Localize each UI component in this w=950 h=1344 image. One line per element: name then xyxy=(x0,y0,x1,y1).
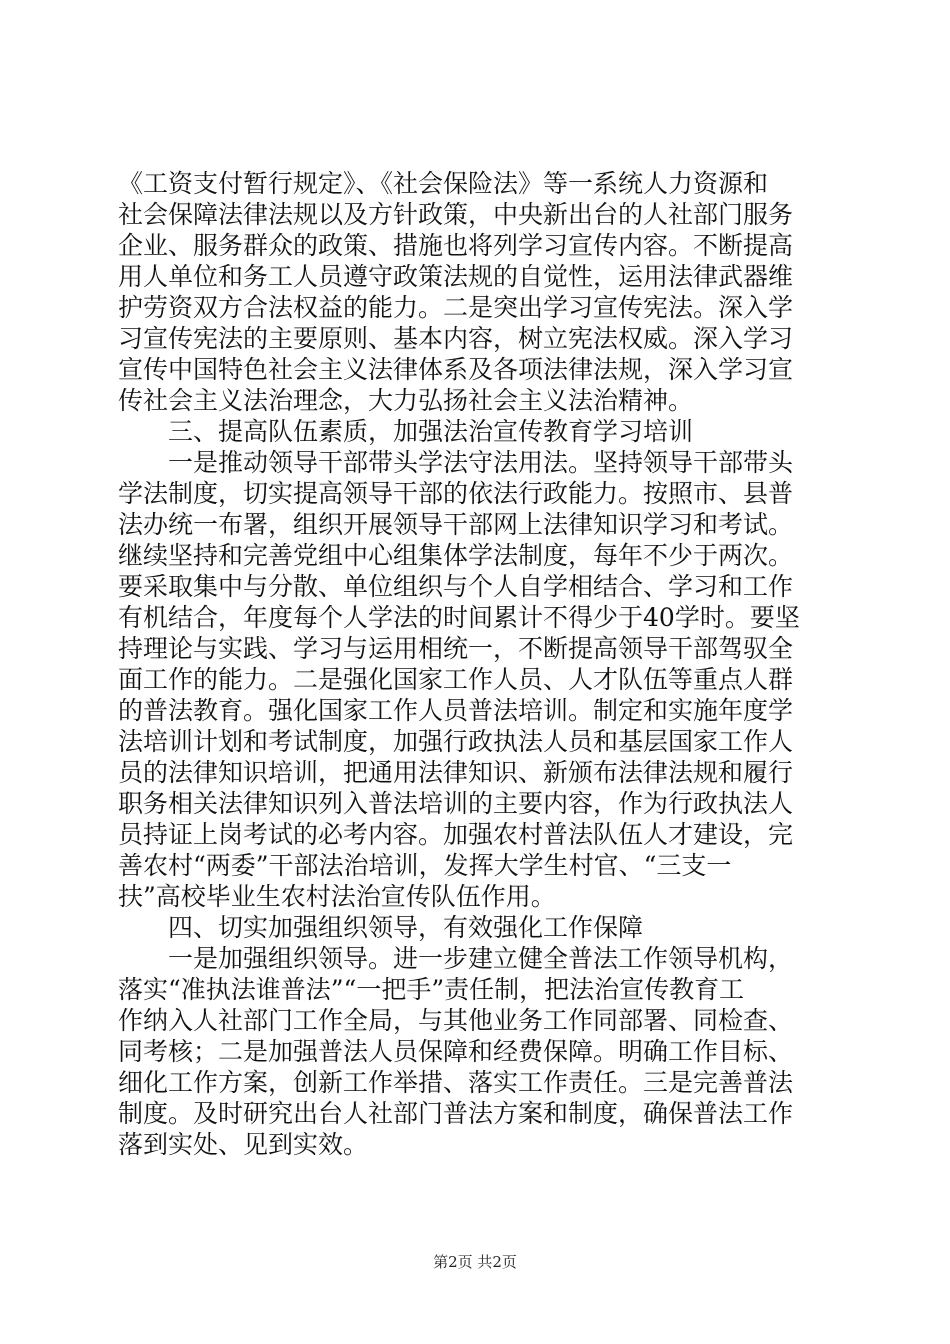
text-line: 面工作的能力。二是强化国家工作人员、人才队伍等重点人群 xyxy=(118,665,794,694)
text-line: 企业、服务群众的政策、措施也将列学习宣传内容。不断提高 xyxy=(118,231,794,260)
text-line: 员持证上岗考试的必考内容。加强农村普法队伍人才建设，完 xyxy=(118,820,794,849)
text-line: 持理论与实践、学习与运用相统一，不断提高领导干部驾驭全 xyxy=(118,634,794,663)
text-line: 善农村“两委”干部法治培训，发挥大学生村官、“三支一 xyxy=(118,851,732,880)
text-line: 四、切实加强组织领导，有效强化工作保障 xyxy=(118,913,644,942)
text-line: 的普法教育。强化国家工作人员普法培训。制定和实施年度学 xyxy=(118,696,794,725)
text-line: 法办统一布署，组织开展领导干部网上法律知识学习和考试。 xyxy=(118,510,794,539)
text-line: 三、提高队伍素质，加强法治宣传教育学习培训 xyxy=(118,417,694,446)
text-line: 习宣传宪法的主要原则、基本内容，树立宪法权威。深入学习 xyxy=(118,324,794,353)
text-line: 员的法律知识培训，把通用法律知识、新颁布法律法规和履行 xyxy=(118,758,794,787)
text-line: 一是加强组织领导。进一步建立健全普法工作领导机构， xyxy=(118,944,794,973)
text-line: 职务相关法律知识列入普法培训的主要内容，作为行政执法人 xyxy=(118,789,794,818)
text-line: 继续坚持和完善党组中心组集体学法制度，每年不少于两次。 xyxy=(118,541,794,570)
text-line: 要采取集中与分散、单位组织与个人自学相结合、学习和工作 xyxy=(118,572,794,601)
page-footer: 第2页 共2页 xyxy=(433,1253,517,1271)
text-line: 护劳资双方合法权益的能力。二是突出学习宣传宪法。深入学 xyxy=(118,293,794,322)
text-line: 有机结合，年度每个人学法的时间累计不得少于40学时。要坚 xyxy=(118,603,800,632)
text-line: 《工资支付暂行规定》、《社会保险法》等一系统人力资源和 xyxy=(118,169,769,198)
text-line: 落实“准执法谁普法”“一把手”责任制，把法治宣传教育工 xyxy=(118,975,745,1004)
text-line: 学法制度，切实提高领导干部的依法行政能力。按照市、县普 xyxy=(118,479,794,508)
text-line: 落到实处、见到实效。 xyxy=(118,1130,369,1159)
text-line: 传社会主义法治理念，大力弘扬社会主义法治精神。 xyxy=(118,386,694,415)
document-body xyxy=(118,168,834,1160)
text-line: 制度。及时研究出台人社部门普法方案和制度，确保普法工作 xyxy=(118,1099,794,1128)
text-line: 宣传中国特色社会主义法律体系及各项法律法规，深入学习宣 xyxy=(118,355,794,384)
text-line: 扶”高校毕业生农村法治宣传队伍作用。 xyxy=(118,882,556,911)
text-line: 一是推动领导干部带头学法守法用法。坚持领导干部带头 xyxy=(118,448,794,477)
text-line: 用人单位和务工人员遵守政策法规的自觉性，运用法律武器维 xyxy=(118,262,794,291)
text-line: 同考核；二是加强普法人员保障和经费保障。明确工作目标、 xyxy=(118,1037,794,1066)
text-line: 细化工作方案，创新工作举措、落实工作责任。三是完善普法 xyxy=(118,1068,794,1097)
text-line: 社会保障法律法规以及方针政策，中央新出台的人社部门服务 xyxy=(118,200,794,229)
text-line: 作纳入人社部门工作全局，与其他业务工作同部署、同检查、 xyxy=(118,1006,794,1035)
text-line: 法培训计划和考试制度，加强行政执法人员和基层国家工作人 xyxy=(118,727,794,756)
